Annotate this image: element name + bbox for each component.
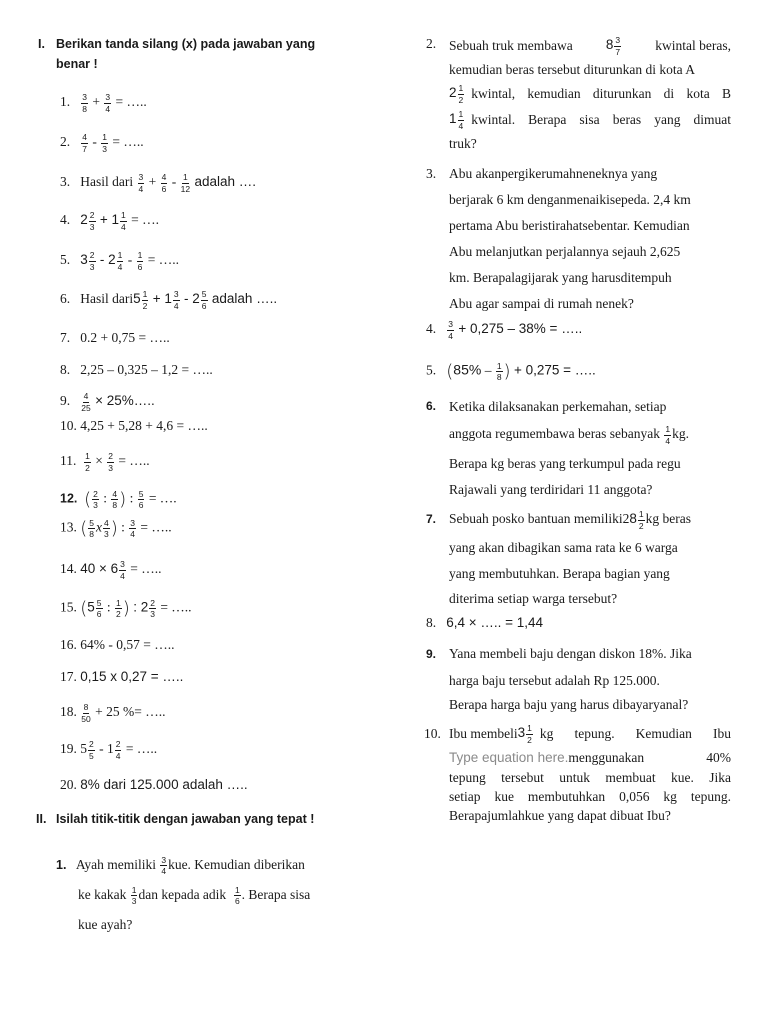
s2-question-9-line3: Berapa harga baju yang harus dibayaryanal? xyxy=(449,697,689,712)
item-number: 12. xyxy=(60,491,78,506)
fraction: $\frac{4}{3}$ xyxy=(104,517,109,539)
s2-question-6-line4: Rajawali yang terdiridari 11 anggota? xyxy=(449,482,653,497)
item-number: 3. xyxy=(60,174,71,190)
s2-question-10-line3: tepung tersebut untuk membuat kue. Jika xyxy=(449,770,731,785)
item-number: 1. xyxy=(60,94,71,110)
item-number: 5. xyxy=(426,362,437,378)
item-number: 15. xyxy=(60,599,77,615)
fraction: $\frac{2}{4}$ xyxy=(115,739,121,761)
fraction: $\frac{3}{4}$ xyxy=(448,319,453,341)
item-number: 16. xyxy=(60,637,77,652)
s2-question-9-number: 9. xyxy=(426,647,437,661)
fraction: $\frac{5}{6}$ xyxy=(201,289,207,311)
s2-question-5: 5. (85% – $\frac{1}{8}$ ) + 0,275 = ….. xyxy=(426,360,596,382)
fraction: $\frac{1}{3}$ xyxy=(102,132,107,154)
item-number: 13. xyxy=(60,519,77,535)
section1-numeral: I. xyxy=(38,37,45,51)
s2-question-6-line3: Berapa kg beras yang terkumpul pada regu xyxy=(449,456,681,471)
fraction: $\frac{2}{3}$ xyxy=(89,250,95,272)
s1-item-5: 5. 3 $\frac{2}{3}$ - 2 $\frac{1}{4}$ - $\frac{1}{6}$ = ….. xyxy=(60,250,179,272)
fraction: $\frac{5}{6}$ xyxy=(138,488,144,510)
s1-item-18: 18. $\frac{8}{50}$ + 25 %= ….. xyxy=(60,702,166,724)
fraction: $\frac{1}{2}$ xyxy=(527,723,532,745)
s1-item-15: 15. (5 $\frac{5}{6}$ : $\frac{1}{2}$ ) : 2 $\frac{2}{3}$ = ….. xyxy=(60,597,192,619)
section1-title-line1: Berikan tanda silang (x) pada jawaban yang xyxy=(56,37,316,51)
fraction: $\frac{3}{4}$ xyxy=(120,559,125,581)
item-number: 4. xyxy=(60,212,71,228)
s2-question-10-line5: Berapajumlahkue yang dapat dibuat Ibu? xyxy=(449,808,671,823)
s2-question-9-line1: Yana membeli baju dengan diskon 18%. Jika xyxy=(449,646,692,661)
s1-item-12: 12. ( $\frac{2}{3}$ : $\frac{4}{8}$ ) : $\frac{5}{6}$ = …. xyxy=(60,488,177,510)
fraction: $\frac{4}{7}$ xyxy=(82,132,87,154)
s1-item-17: 17. 0,15 x 0,27 = ….. xyxy=(60,669,184,684)
s2-question-9-line2: harga baju tersebut adalah Rp 125.000. xyxy=(449,673,660,688)
fraction: $\frac{1}{4}$ xyxy=(458,109,464,131)
fraction: $\frac{1}{4}$ xyxy=(117,250,123,272)
fraction: $\frac{5}{8}$ xyxy=(89,517,95,539)
item-number: 14. xyxy=(60,561,77,577)
s1-item-14: 14. 40 × 6 $\frac{3}{4}$ = ….. xyxy=(60,559,162,581)
item-number: 20. xyxy=(60,777,77,792)
s2-question-7-line3: yang membutuhkan. Berapa bagian yang xyxy=(449,566,670,581)
s1-item-13: 13. ( $\frac{5}{8}$ x $\frac{4}{3}$ ) : $\frac{3}{4}$ = ….. xyxy=(60,517,172,539)
fraction: $\frac{1}{2}$ xyxy=(142,289,148,311)
fraction: $\frac{3}{4}$ xyxy=(130,517,136,539)
item-number: 9. xyxy=(60,393,71,409)
item-number: 2. xyxy=(60,134,71,150)
fraction: $\frac{1}{2}$ xyxy=(458,83,464,105)
s2-question-8: 8. 6,4 × ….. = 1,44 xyxy=(426,615,544,630)
fraction: $\frac{1}{2}$ xyxy=(638,509,644,531)
s2-question-2-line4: 1 $\frac{1}{4}$ kwintal. Berapa sisa beras yang dimuat xyxy=(449,109,731,131)
s1-item-9: 9. $\frac{4}{25}$ × 25%….. xyxy=(60,391,155,413)
item-number: 10. xyxy=(60,418,77,433)
fraction: $\frac{2}{3}$ xyxy=(108,451,113,473)
fraction: $\frac{2}{3}$ xyxy=(150,597,155,619)
s1-item-19: 19. 5 $\frac{2}{5}$ - 1 $\frac{2}{4}$ = ….. xyxy=(60,739,158,761)
s2-question-7-line1: Sebuah posko bantuan memiliki28 $\frac{1}{2}$ kg beras xyxy=(449,509,691,531)
item-number: 1. xyxy=(56,858,67,872)
item-number: 5. xyxy=(60,252,71,268)
s1-item-8: 8. 2,25 – 0,325 – 1,2 = ….. xyxy=(60,362,213,377)
s1-item-3: 3. Hasil dari $\frac{3}{4}$ + $\frac{4}{6}$ - $\frac{1}{12}$ adalah …. xyxy=(60,172,256,194)
s2-question-2-number: 2. xyxy=(426,36,437,51)
s2-question-6-number: 6. xyxy=(426,399,437,413)
s2-question-7-number: 7. xyxy=(426,512,437,526)
section2-numeral: II. xyxy=(36,812,47,826)
fraction: $\frac{1}{4}$ xyxy=(665,424,671,446)
fraction: $\frac{1}{6}$ xyxy=(137,250,143,272)
s2-question-4: 4. $\frac{3}{4}$ + 0,275 – 38% = ….. xyxy=(426,319,583,341)
fraction: $\frac{2}{3}$ xyxy=(93,488,98,510)
fraction: $\frac{1}{6}$ xyxy=(234,884,240,907)
fraction: $\frac{1}{8}$ xyxy=(496,360,502,382)
fraction: $\frac{1}{12}$ xyxy=(180,172,191,194)
s2-question-3-number: 3. xyxy=(426,166,437,181)
item-number: 18. xyxy=(60,704,77,720)
s1-item-11: 11. $\frac{1}{2}$ × $\frac{2}{3}$ = ….. xyxy=(60,451,150,473)
fraction: $\frac{4}{6}$ xyxy=(161,172,167,194)
s1-item-7: 7. 0.2 + 0,75 = ….. xyxy=(60,330,170,345)
s2-question-10-line1: Ibu membeli 3 $\frac{1}{2}$ kg tepung. Kemudian Ibu xyxy=(449,723,731,745)
fraction: $\frac{1}{2}$ xyxy=(85,451,90,473)
fraction: $\frac{2}{5}$ xyxy=(89,739,94,761)
fraction: $\frac{4}{25}$ xyxy=(81,391,91,413)
item-number: 17. xyxy=(60,669,77,684)
s1-item-16: 16. 64% - 0,57 = ….. xyxy=(60,637,175,652)
item-number: 8. xyxy=(426,615,437,630)
fraction: $\frac{8}{50}$ xyxy=(81,702,91,724)
s1-item-20: 20. 8% dari 125.000 adalah ….. xyxy=(60,777,248,792)
item-number: 7. xyxy=(60,330,71,345)
s2-question-3: Abu akanpergikerumahneneknya yang berjarak 6 km denganmenaikisepeda. 2,4 km pertama Abu beristirahatsebentar. Kemudian Abu melanjutkan perjalannya sejauh 2,625 km. Berapalagijarak yang harusditempuh Abu agar sampai di rumah nenek? xyxy=(449,166,691,311)
fraction: $\frac{4}{8}$ xyxy=(112,488,118,510)
s2-question-10-line4: setiap kue membutuhkan 0,056 kg tepung. xyxy=(449,789,731,804)
s1-item-6: 6. Hasil dari5 $\frac{1}{2}$ + 1 $\frac{3}{4}$ - 2 $\frac{5}{6}$ adalah ….. xyxy=(60,289,278,311)
item-number: 4. xyxy=(426,321,437,337)
section2-title: Isilah titik-titik dengan jawaban yang tepat ! xyxy=(56,812,315,826)
item-number: 19. xyxy=(60,741,77,757)
s1-item-4: 4. 2 $\frac{2}{3}$ + 1 $\frac{1}{4}$ = …. xyxy=(60,210,160,232)
item-number: 8. xyxy=(60,362,71,377)
fraction: $\frac{1}{2}$ xyxy=(116,597,121,619)
fraction: $\frac{3}{4}$ xyxy=(161,854,167,877)
fraction: $\frac{2}{3}$ xyxy=(89,210,95,232)
s2-question-6-line1: Ketika dilaksanakan perkemahan, setiap xyxy=(449,399,667,414)
s1-item-10: 10. 4,25 + 5,28 + 4,6 = ….. xyxy=(60,418,208,433)
s2-question-7-line2: yang akan dibagikan sama rata ke 6 warga xyxy=(449,540,678,555)
fraction: $\frac{5}{6}$ xyxy=(96,597,102,619)
s2-question-6-line2: anggota regumembawa beras sebanyak $\frac{1}{4}$ kg. xyxy=(449,424,690,446)
s2-question-2-line3: 2 $\frac{1}{2}$ kwintal, kemudian diturunkan di kota B xyxy=(449,83,731,105)
fraction: $\frac{3}{4}$ xyxy=(105,92,111,114)
s1-item-1: 1. $\frac{3}{8}$ + $\frac{3}{4}$ = ….. xyxy=(60,92,147,114)
fraction: $\frac{3}{4}$ xyxy=(138,172,144,194)
fraction: $\frac{1}{3}$ xyxy=(131,884,137,907)
s2-question-2-line2: kemudian beras tersebut diturunkan di kota A xyxy=(449,62,695,77)
fraction: $\frac{1}{4}$ xyxy=(121,210,126,232)
item-number: 11. xyxy=(60,453,77,469)
section1-title-line2: benar ! xyxy=(56,57,98,71)
s2-question-1: 1. Ayah memiliki $\frac{3}{4}$ kue. Kemudian diberikan ke kakak $\frac{1}{3}$ dan kepada adik $\frac{1}{6}$ . Berapa sisa kue ayah? xyxy=(56,854,311,932)
fraction: $\frac{3}{7}$ xyxy=(615,35,621,57)
item-number: 6. xyxy=(60,291,71,307)
s2-question-2-line5: truk? xyxy=(449,136,477,151)
equation-placeholder[interactable]: Type equation here. xyxy=(449,750,569,765)
fraction: $\frac{3}{8}$ xyxy=(82,92,87,114)
s2-question-10-number: 10. xyxy=(424,726,441,741)
s1-item-2: 2. $\frac{4}{7}$ - $\frac{1}{3}$ = ….. xyxy=(60,132,144,154)
s2-question-2-line1: Sebuah truk membawa 8 $\frac{3}{7}$ kwintal beras, xyxy=(449,35,731,57)
s2-question-10-line2: Type equation here.menggunakan 40% xyxy=(449,750,731,765)
s2-question-7-line4: diterima setiap warga tersebut? xyxy=(449,591,618,606)
fraction: $\frac{3}{4}$ xyxy=(173,289,179,311)
